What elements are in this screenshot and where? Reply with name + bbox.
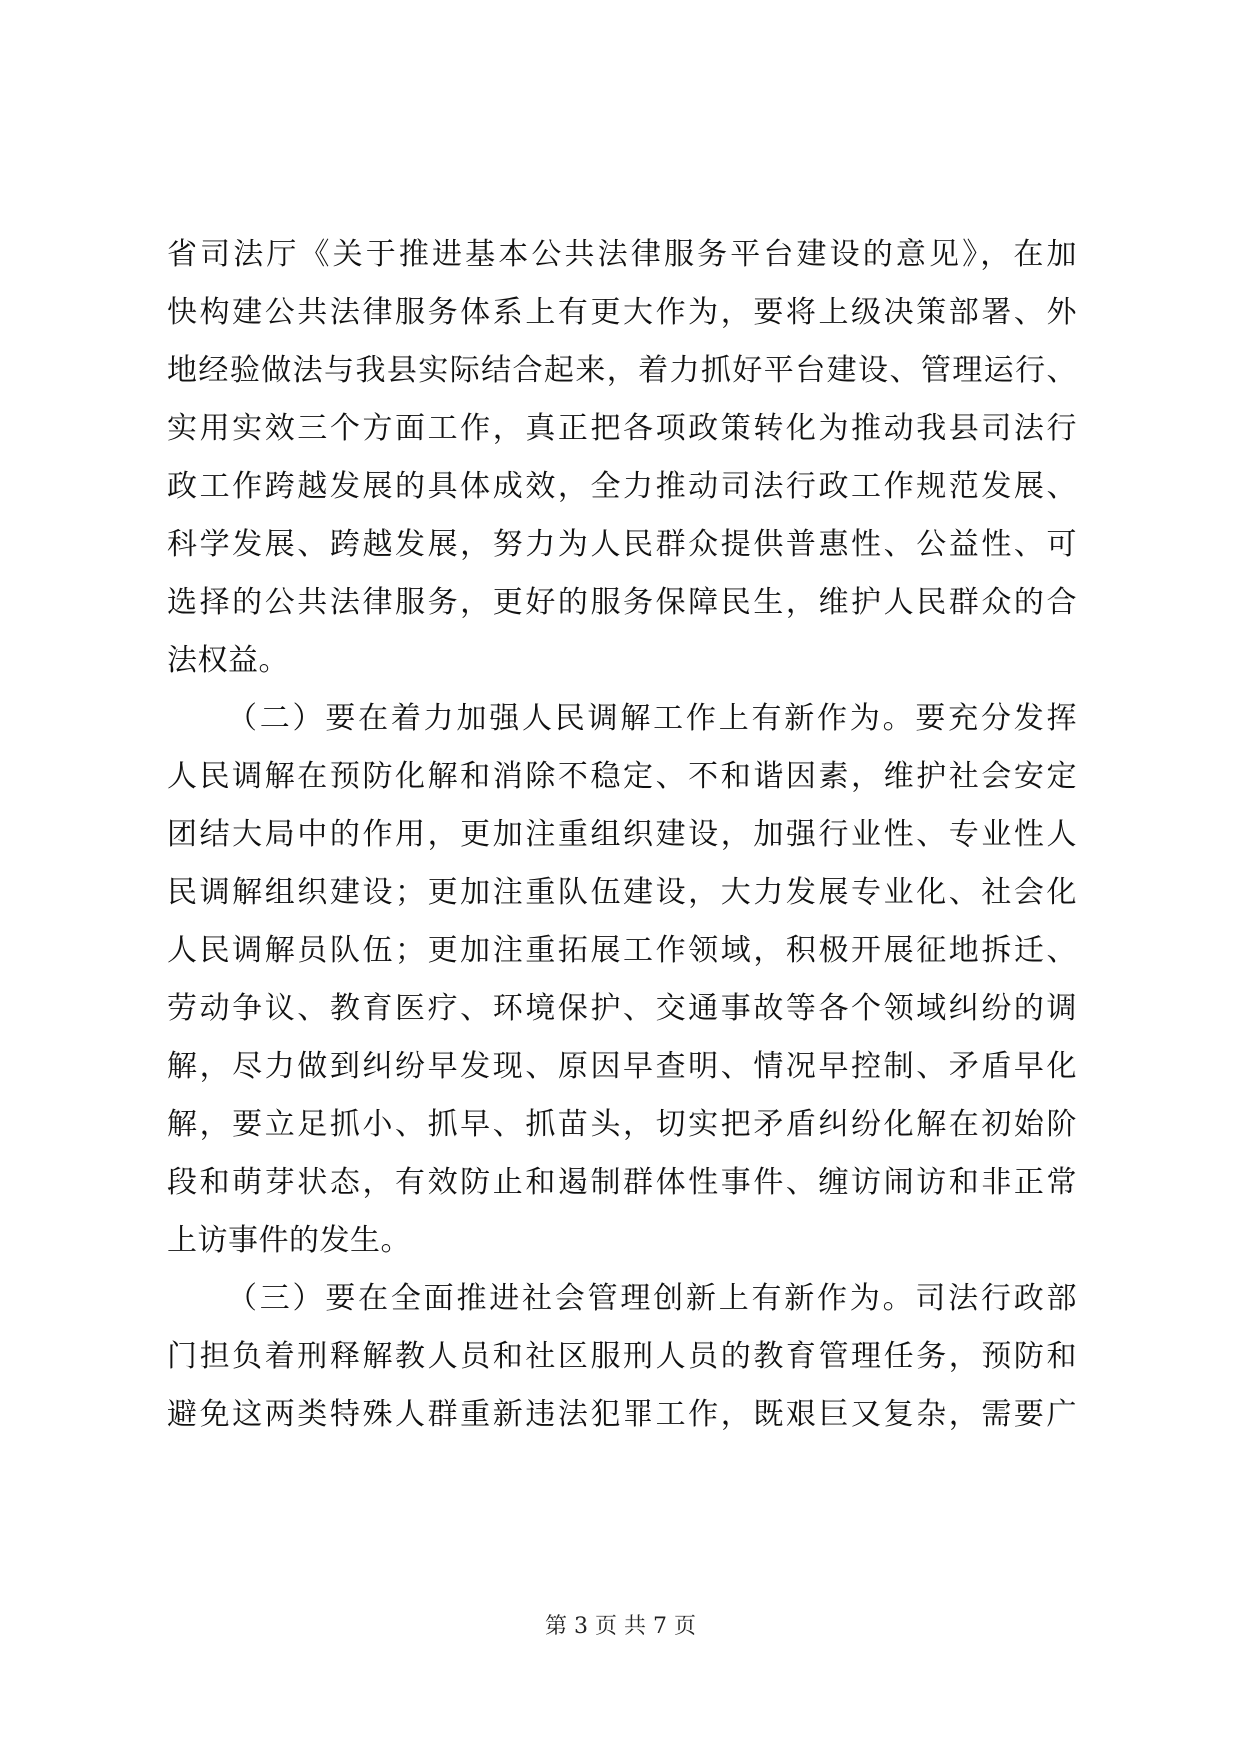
- text-line: 选择的公共法律服务，更好的服务保障民生，维护人民群众的合: [167, 585, 1077, 620]
- text-line: 人民调解员队伍；更加注重拓展工作领域，积极开展征地拆迁、: [167, 933, 1077, 968]
- text-line: 省司法厅《关于推进基本公共法律服务平台建设的意见》，在加: [167, 237, 1077, 272]
- text-line: 地经验做法与我县实际结合起来，着力抓好平台建设、管理运行、: [167, 353, 1077, 388]
- text-line: 快构建公共法律服务体系上有更大作为，要将上级决策部署、外: [167, 295, 1077, 330]
- text-line: 解，要立足抓小、抓早、抓苗头，切实把矛盾纠纷化解在初始阶: [167, 1107, 1077, 1142]
- text-line: 法权益。: [167, 643, 289, 678]
- text-line: 科学发展、跨越发展，努力为人民群众提供普惠性、公益性、可: [167, 527, 1077, 562]
- text-line: 民调解组织建设；更加注重队伍建设，大力发展专业化、社会化: [167, 875, 1077, 910]
- text-line: 实用实效三个方面工作，真正把各项政策转化为推动我县司法行: [167, 411, 1077, 446]
- text-line: 人民调解在预防化解和消除不稳定、不和谐因素，维护社会安定: [167, 759, 1077, 794]
- text-line: 劳动争议、教育医疗、环境保护、交通事故等各个领域纠纷的调: [167, 991, 1077, 1026]
- text-line: 避免这两类特殊人群重新违法犯罪工作，既艰巨又复杂，需要广: [167, 1397, 1077, 1432]
- text-line: 解，尽力做到纠纷早发现、原因早查明、情况早控制、矛盾早化: [167, 1049, 1077, 1084]
- text-line: 门担负着刑释解教人员和社区服刑人员的教育管理任务，预防和: [167, 1339, 1077, 1374]
- text-line: 团结大局中的作用，更加注重组织建设，加强行业性、专业性人: [167, 817, 1077, 852]
- body-text: [167, 226, 1077, 1444]
- paragraph-heading-line: （二）要在着力加强人民调解工作上有新作为。要充分发挥: [227, 701, 1077, 736]
- text-line: 政工作跨越发展的具体成效，全力推动司法行政工作规范发展、: [167, 469, 1077, 504]
- text-line: 段和萌芽状态，有效防止和遏制群体性事件、缠访闹访和非正常: [167, 1165, 1077, 1200]
- paragraph-heading-line: （三）要在全面推进社会管理创新上有新作为。司法行政部: [227, 1281, 1077, 1316]
- page-number-footer: 第 3 页 共 7 页: [545, 1614, 696, 1639]
- text-line: 上访事件的发生。: [167, 1223, 411, 1258]
